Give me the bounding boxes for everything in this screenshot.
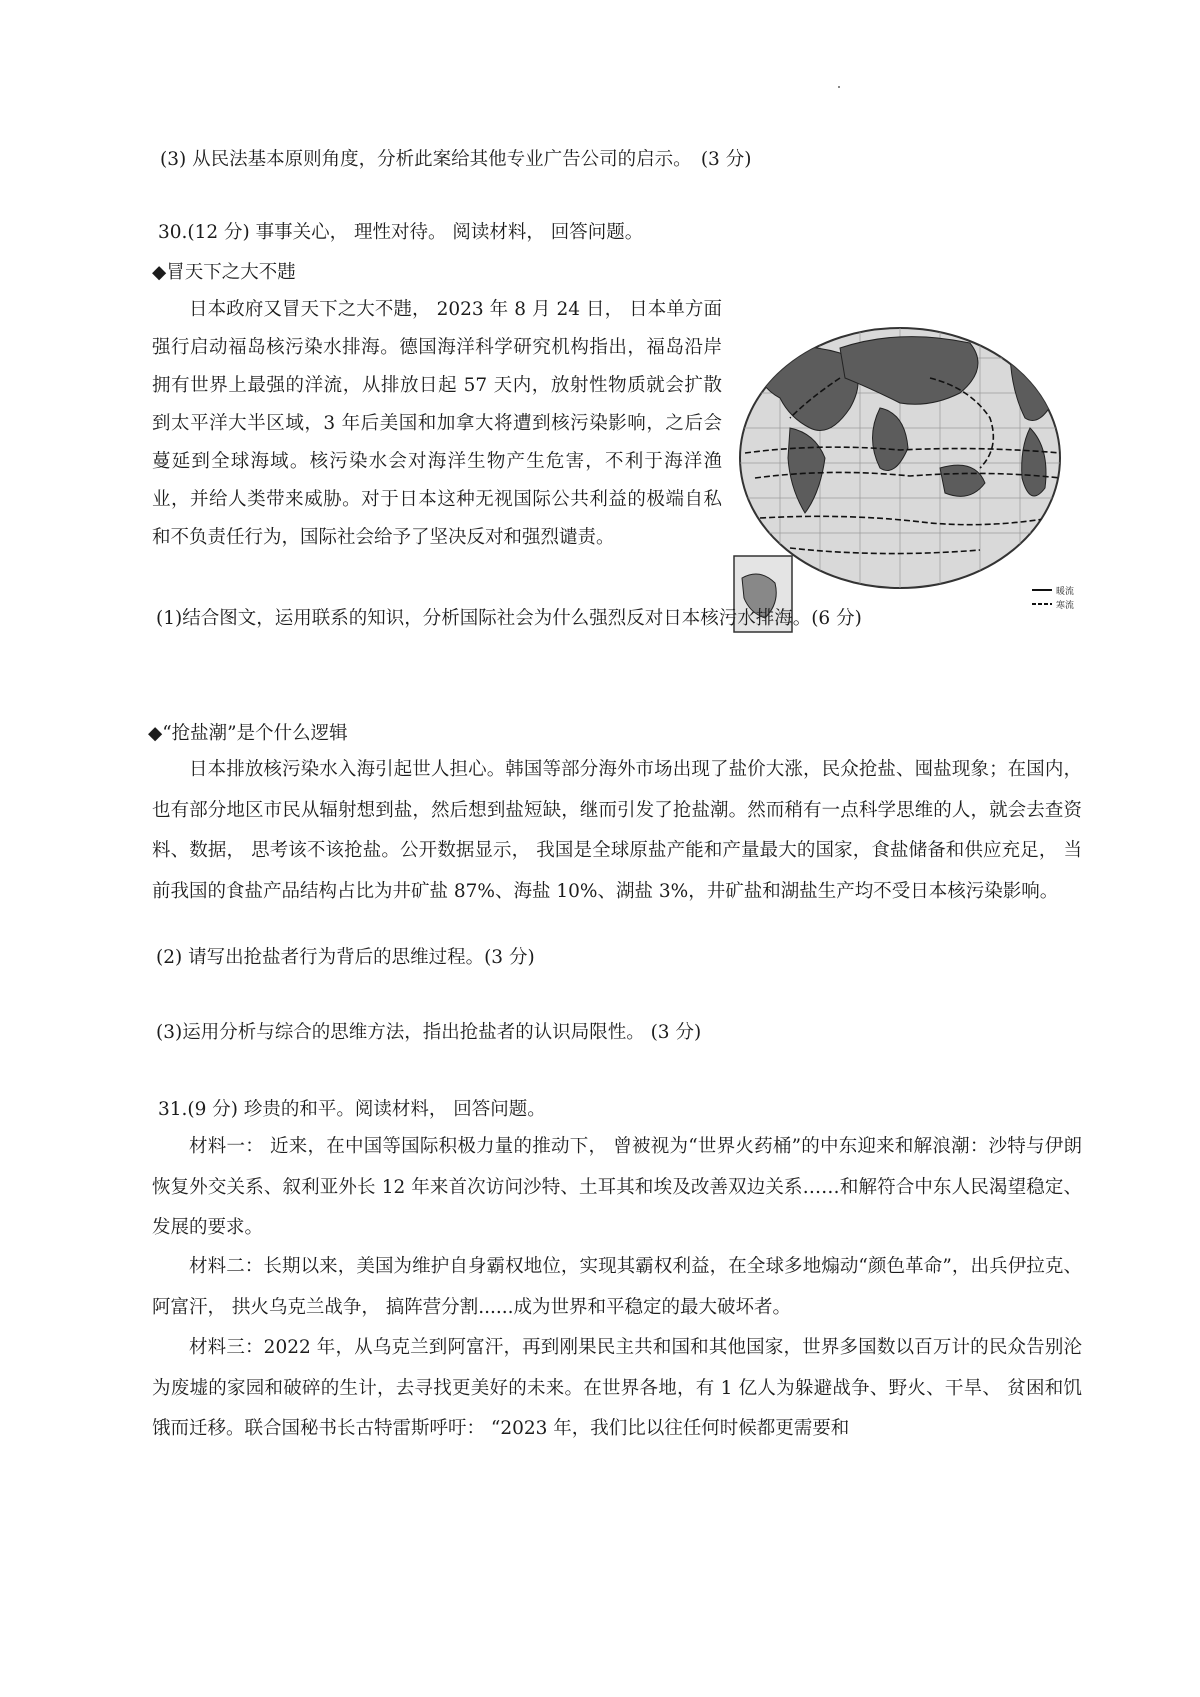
section-title-fukushima: ◆冒天下之大不韪 bbox=[152, 262, 296, 283]
world-ocean-currents-map bbox=[730, 318, 1108, 640]
question-31-header: 31.(9 分) 珍贵的和平。阅读材料， 回答问题。 bbox=[158, 1099, 546, 1120]
scan-speck bbox=[838, 86, 840, 88]
map-legend-cold: 寒流 bbox=[1056, 601, 1075, 611]
map-legend-warm: 暖流 bbox=[1056, 587, 1075, 597]
question-29-3: (3) 从民法基本原则角度，分析此案给其他专业广告公司的启示。 (3 分) bbox=[160, 149, 752, 170]
material-2-paragraph: 材料二：长期以来，美国为维护自身霸权地位，实现其霸权利益，在全球多地煽动“颜色革命”，出兵伊拉克、 阿富汗， 拱火乌克兰战争， 搞阵营分割......成为世界和平稳定的最大破坏者。 bbox=[152, 1256, 1082, 1318]
question-30-header: 30.(12 分) 事事关心， 理性对待。 阅读材料， 回答问题。 bbox=[158, 222, 644, 243]
question-30-3: (3)运用分析与综合的思维方法，指出抢盐者的认识局限性。 (3 分) bbox=[156, 1022, 702, 1043]
material-3-paragraph: 材料三：2022 年，从乌克兰到阿富汗，再到刚果民主共和国和其他国家，世界多国数以百万计的民众告别沦为废墟的家园和破碎的生计，去寻找更美好的未来。在世界各地，有 1 亿人为躲避战争、野火、干旱、 贫困和饥饿而迁移。联合国秘书长古特雷斯呼吁： “2023 年，我们比以往任何时候都更需要和 bbox=[152, 1337, 1082, 1439]
material-fukushima-paragraph: 日本政府又冒天下之大不韪， 2023 年 8 月 24 日， 日本单方面强行启动福岛核污染水排海。德国海洋科学研究机构指出，福岛沿岸拥有世界上最强的洋流，从排放日起 57 天内，放射性物质就会扩散到太平洋大半区域，3 年后美国和加拿大将遭到核污染影响，之后会蔓延到全球海域。核污染水会对海洋生物产生危害，不利于海洋渔业，并给人类带来威胁。对于日本这种无视国际公共利益的极端自私和不负责任行为，国际社会给予了坚决反对和强烈谴责。 bbox=[152, 299, 722, 548]
section-title-salt-rush: ◆“抢盐潮”是个什么逻辑 bbox=[148, 723, 348, 744]
material-1-paragraph: 材料一： 近来，在中国等国际积极力量的推动下， 曾被视为“世界火药桶”的中东迎来和解浪潮：沙特与伊朗恢复外交关系、叙利亚外长 12 年来首次访问沙特、土耳其和埃及改善双边关系……和解符合中东人民渴望稳定、发展的要求。 bbox=[152, 1136, 1082, 1238]
material-salt-rush-paragraph: 日本排放核污染水入海引起世人担心。韩国等部分海外市场出现了盐价大涨，民众抢盐、囤盐现象；在国内，也有部分地区市民从辐射想到盐，然后想到盐短缺，继而引发了抢盐潮。然而稍有一点科学思维的人，就会去查资料、数据， 思考该不该抢盐。公开数据显示， 我国是全球原盐产能和产量最大的国家，食盐储备和供应充足， 当前我国的食盐产品结构占比为井矿盐 87%、海盐 10%、湖盐 3%，井矿盐和湖盐生产均不受日本核污染影响。 bbox=[152, 759, 1082, 902]
question-30-1: (1)结合图文，运用联系的知识，分析国际社会为什么强烈反对日本核污水排海。(6 分) bbox=[156, 608, 862, 629]
question-30-2: (2) 请写出抢盐者行为背后的思维过程。(3 分) bbox=[156, 947, 535, 968]
